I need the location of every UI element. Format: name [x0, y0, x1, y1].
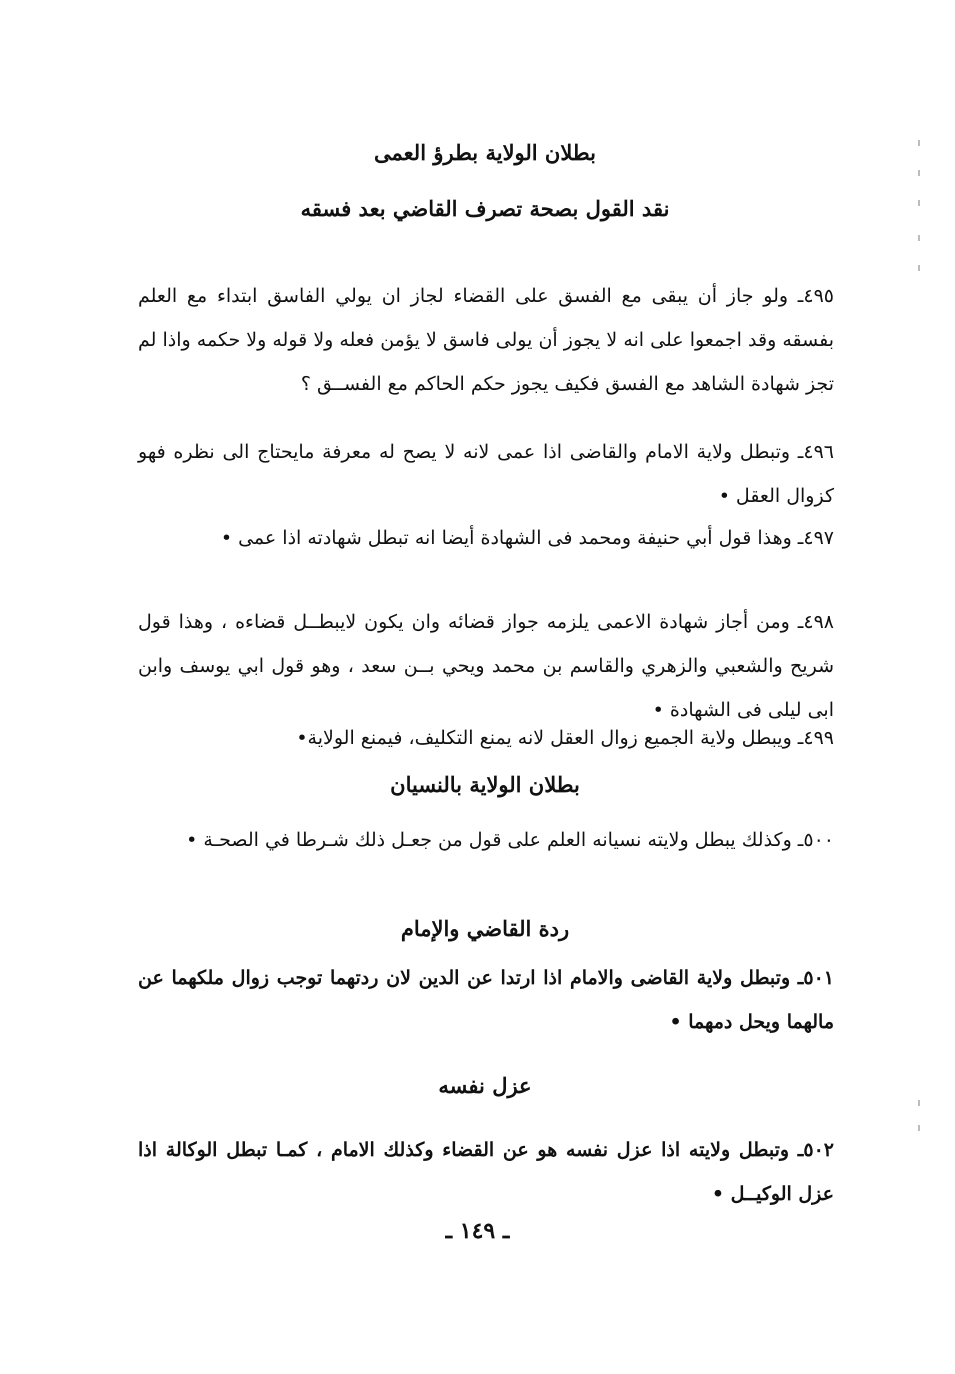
heading-forgetting: بطلان الولاية بالنسيان	[390, 772, 580, 797]
paragraph-499: ٤٩٩ـ ويبطل ولاية الجميع زوال العقل لانه يمنع التكليف، فيمنع الولاية•	[296, 727, 834, 749]
paragraph-500: ٥٠٠ـ وكذلك يبطل ولايته نسيانه العلم على قول من جعـل ذلك شـرطا في الصحـة •	[186, 829, 834, 851]
paragraph-497: ٤٩٧ـ وهذا قول أبي حنيفة ومحمد فى الشهادة أيضا انه تبطل شهادته اذا عمى •	[220, 527, 834, 549]
heading-resignation: عزل نفسه	[438, 1073, 532, 1098]
page-number: ـ ١٤٩ ـ	[445, 1218, 510, 1244]
margin-tick-marks	[918, 140, 922, 1140]
paragraph-498: ٤٩٨ـ ومن أجاز شهادة الاعمى يلزمه جواز قضائه وان يكون لايبطــل قضاءه ، وهذا قول شريح والشعبي والزهري والقاسم بن محمد ويحي بــن سعد ، وهو قول ابي يوسف وابن ابى ليلى فى الشهادة •	[138, 611, 834, 721]
paragraph-495: ٤٩٥ـ ولو جاز أن يبقى مع الفسق على القضاء لجاز ان يولي الفاسق ابتداء مع العلم بفسقه وقد اجمعوا على انه لا يجوز أن يولى فاسق لا يؤمن فعله ولا قوله ولا حكمه واذا لم تجز شهادة الشاهد مع الفسق فكيف يجوز حكم الحاكم مع الفســق ؟	[138, 285, 834, 395]
heading-apostasy: ردة القاضي والإمام	[400, 916, 570, 941]
paragraph-502: ٥٠٢ـ وتبطل ولايته اذا عزل نفسه هو عن القضاء وكذلك الامام ، كمـا تبطل الوكالة اذا عزل الوكيــل •	[138, 1139, 834, 1205]
paragraph-496: ٤٩٦ـ وتبطل ولاية الامام والقاضى اذا عمى لانه لا يصح له معرفة مايحتاج الى نظره فهو كزوال العقل •	[138, 441, 834, 507]
heading-blindness: بطلان الولاية بطرؤ العمى	[374, 140, 596, 165]
heading-fisq: نقد القول بصحة تصرف القاضي بعد فسقه	[300, 196, 670, 221]
paragraph-501: ٥٠١ـ وتبطل ولاية القاضى والامام اذا ارتدا عن الدين لان ردتهما توجب زوال ملكهما عن مالهما ويحل دمهما •	[138, 967, 834, 1033]
